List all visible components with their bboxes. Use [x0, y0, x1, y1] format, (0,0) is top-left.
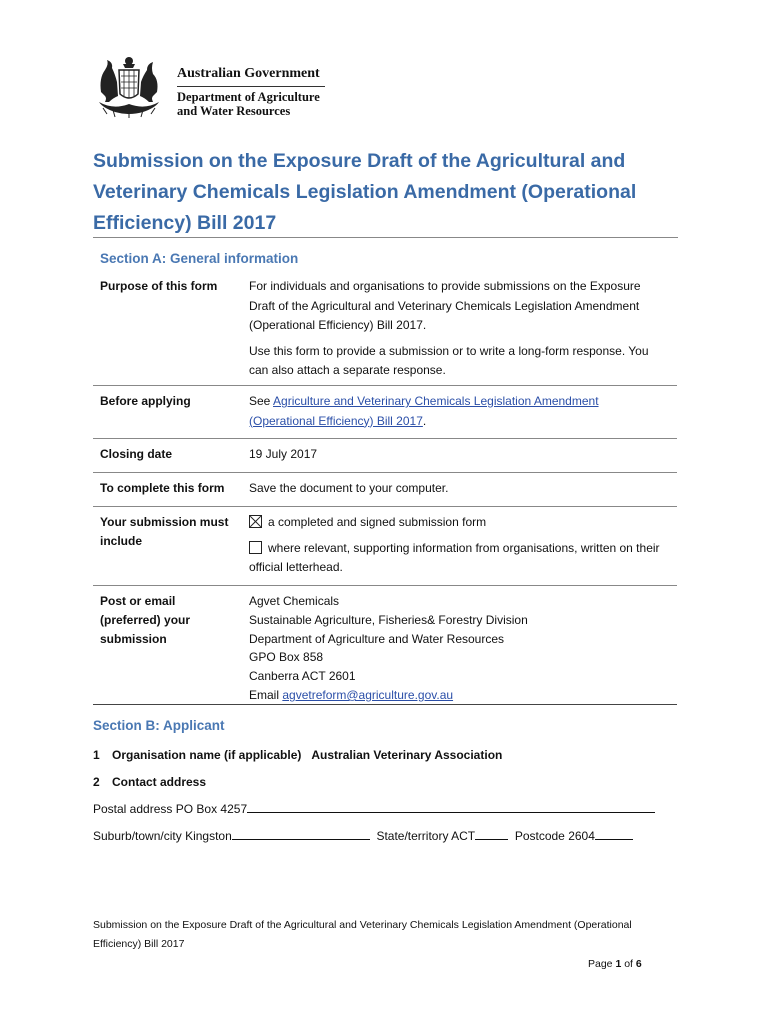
suburb-blank[interactable]: [232, 827, 370, 840]
post-email-label: Post or email (preferred) your submission: [100, 594, 191, 646]
row-divider: [93, 472, 677, 473]
suburb-value[interactable]: Kingston: [185, 829, 232, 843]
question-2: 2 Contact address: [93, 775, 207, 789]
document-title: Submission on the Exposure Draft of the Agricultural and Veterinary Chemicals Legislation Amendment (Operational Efficiency) Bill 2017: [93, 150, 637, 234]
coat-of-arms-icon: [93, 52, 165, 120]
email-link[interactable]: agvetreform@agriculture.gov.au: [282, 687, 454, 702]
section-b-heading: Section B: Applicant: [93, 718, 225, 733]
checkbox-completed-form[interactable]: [249, 515, 262, 528]
suburb-label: Suburb/town/city: [93, 829, 182, 843]
contact-address-label: Contact address: [112, 775, 207, 789]
closing-date-value: 19 July 2017: [249, 447, 318, 461]
purpose-label: Purpose of this form: [100, 279, 218, 293]
row-divider: [93, 438, 677, 439]
before-applying-text: See Agriculture and Veterinary Chemicals Legislation Amendment (Operational Efficiency) Bill 2017.: [249, 394, 599, 428]
org-name-label: Organisation name (if applicable): [112, 748, 302, 762]
include-item-2: where relevant, supporting information from organisations, written on their official letterhead.: [249, 540, 660, 574]
row-divider: [93, 506, 677, 507]
postal-address-value[interactable]: PO Box 4257: [175, 802, 248, 816]
section-a-end-divider: [93, 704, 677, 705]
postcode-blank[interactable]: [595, 827, 633, 840]
before-applying-label: Before applying: [100, 394, 191, 408]
closing-date-label: Closing date: [100, 447, 173, 461]
government-logo: [93, 52, 333, 122]
submission-include-list: [249, 513, 669, 578]
page-number: Page 1 of 6: [588, 958, 642, 970]
row-divider: [93, 585, 677, 586]
postal-address-row: [93, 800, 655, 816]
section-a-heading: Section A: General information: [100, 251, 299, 266]
postal-address-blank[interactable]: [247, 800, 655, 813]
postcode-label: Postcode: [514, 829, 565, 843]
title-divider: [93, 237, 678, 238]
row-divider: [93, 385, 677, 386]
state-value[interactable]: ACT: [451, 829, 476, 843]
postal-address-block: Agvet Chemicals Sustainable Agriculture, Fisheries& Forestry Division Department of Agriculture and Water Resources GPO Box 858 Canberra ACT 2601 Email agvetreform@agriculture.gov.au: [249, 594, 528, 702]
purpose-text: [249, 277, 669, 381]
checkbox-supporting-info[interactable]: [249, 541, 262, 554]
department-name: Department of Agriculture and Water Resources: [177, 90, 320, 118]
suburb-row: [93, 827, 633, 843]
state-label: State/territory: [376, 829, 449, 843]
postcode-value[interactable]: 2604: [568, 829, 595, 843]
include-item-1: a completed and signed submission form: [249, 513, 669, 533]
legislation-link[interactable]: Agriculture and Veterinary Chemicals Legislation Amendment (Operational Efficiency) Bill 2017: [249, 394, 599, 428]
footer-text: Submission on the Exposure Draft of the Agricultural and Veterinary Chemicals Legislation Amendment (Operational Efficiency) Bill 2017: [93, 919, 632, 950]
postal-address-label: Postal address: [93, 802, 173, 816]
org-name-value[interactable]: Australian Veterinary Association: [311, 748, 503, 762]
government-name: Australian Government: [177, 66, 320, 81]
state-blank[interactable]: [475, 827, 508, 840]
complete-form-value: Save the document to your computer.: [249, 481, 449, 495]
submission-include-label: Your submission must include: [100, 515, 229, 548]
complete-form-label: To complete this form: [100, 481, 225, 495]
purpose-paragraph-1: For individuals and organisations to provide submissions on the Exposure Draft of the Agricultural and Veterinary Chemicals Legislation Amendment (Operational Efficiency) Bill 2017.: [249, 279, 641, 332]
logo-divider: [177, 86, 325, 87]
purpose-paragraph-2: Use this form to provide a submission or to write a long-form response. You can also attach a separate response.: [249, 343, 649, 377]
question-1: 1 Organisation name (if applicable) Australian Veterinary Association: [93, 748, 503, 762]
